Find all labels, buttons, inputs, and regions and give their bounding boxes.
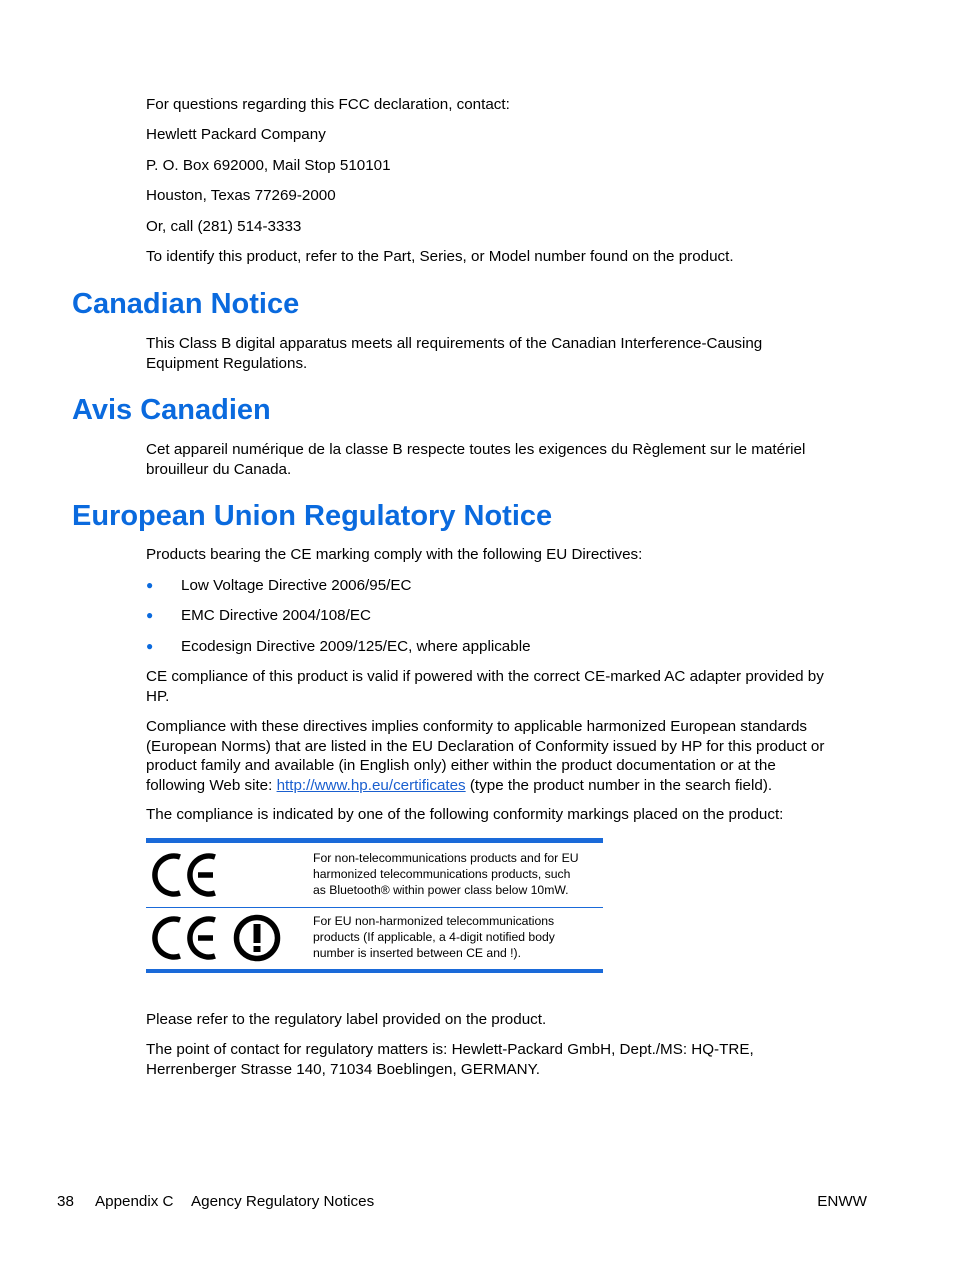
canadian-body-line: This Class B digital apparatus meets all requirements of the Canadian Interference-Causing: [146, 335, 763, 352]
city-state-zip: Houston, Texas 77269-2000: [146, 187, 336, 204]
marking-description: [313, 850, 601, 898]
ce-compliance-line: HP.: [146, 687, 170, 705]
ce-compliance-line: CE compliance of this product is valid if powered with the correct CE-marked AC adapter provided by: [146, 668, 824, 685]
directive-item: Low Voltage Directive 2006/95/EC: [181, 577, 412, 594]
description-line: number is inserted between CE and !).: [313, 946, 521, 960]
avis-body-line: Cet appareil numérique de la classe B respecte toutes les exigences du Règlement sur le matériel: [146, 441, 806, 458]
description-line: harmonized telecommunications products, such: [313, 867, 571, 881]
footer-appendix: Appendix C: [95, 1193, 174, 1210]
conformity-line: Compliance with these directives implies conformity to applicable harmonized European standards: [146, 718, 807, 735]
footer-section-title: Agency Regulatory Notices: [191, 1193, 375, 1210]
certificates-link[interactable]: http://www.hp.eu/certificates: [276, 776, 466, 794]
alert-mark-icon: [232, 913, 282, 963]
page-number: 38: [57, 1193, 74, 1210]
description-line: as Bluetooth® within power class below 10mW.: [313, 883, 569, 897]
ce-compliance-paragraph: [146, 667, 868, 706]
footer-doc-code: ENWW: [817, 1193, 867, 1210]
description-line: products (If applicable, a 4-digit notified body: [313, 930, 555, 944]
ce-mark-icon: [151, 914, 223, 962]
fcc-contact-intro: For questions regarding this FCC declaration, contact:: [146, 96, 510, 113]
phone-line: Or, call (281) 514-3333: [146, 218, 302, 235]
conformity-line: (European Norms) that are listed in the EU Declaration of Conformity issued by HP for this product or: [146, 737, 825, 755]
bullet-icon: ●: [146, 639, 154, 653]
avis-body-line: brouilleur du Canada.: [146, 460, 292, 478]
description-line: For non-telecommunications products and for EU: [313, 851, 579, 865]
bullet-icon: ●: [146, 608, 154, 622]
po-box: P. O. Box 692000, Mail Stop 510101: [146, 157, 391, 174]
eu-notice-heading: European Union Regulatory Notice: [72, 500, 553, 532]
canadian-body-line: Equipment Regulations.: [146, 354, 308, 372]
description-line: For EU non-harmonized telecommunications: [313, 914, 555, 928]
bullet-icon: ●: [146, 578, 154, 592]
directive-item: Ecodesign Directive 2009/125/EC, where applicable: [181, 638, 531, 655]
regulatory-contact: [146, 1040, 868, 1079]
ce-mark-icon: [151, 851, 223, 899]
marking-description: [313, 913, 601, 961]
canadian-notice-body: [146, 334, 868, 373]
conformity-paragraph: [146, 717, 868, 795]
contact-line: The point of contact for regulatory matters is: Hewlett-Packard GmbH, Dept./MS: HQ-TRE,: [146, 1041, 754, 1058]
table-top-rule: [146, 838, 603, 843]
table-bottom-rule: [146, 969, 603, 973]
directive-item: EMC Directive 2004/108/EC: [181, 607, 371, 624]
eu-directives-intro: Products bearing the CE marking comply with the following EU Directives:: [146, 546, 643, 563]
avis-canadien-body: [146, 440, 868, 479]
conformity-line-with-link: [146, 776, 868, 796]
link-suffix: (type the product number in the search field).: [465, 776, 773, 794]
markings-intro: The compliance is indicated by one of the following conformity markings placed on the product:: [146, 806, 784, 823]
regulatory-label-note: Please refer to the regulatory label provided on the product.: [146, 1011, 547, 1028]
company-name: Hewlett Packard Company: [146, 126, 326, 143]
conformity-line: product family and available (in English only) either within the product documentation or at the: [146, 757, 776, 774]
canadian-notice-heading: Canadian Notice: [72, 288, 300, 320]
link-prefix: following Web site:: [146, 776, 277, 794]
table-row-divider: [146, 907, 603, 908]
avis-canadien-heading: Avis Canadien: [72, 394, 271, 426]
contact-line: Herrenberger Strasse 140, 71034 Boeblingen, GERMANY.: [146, 1060, 540, 1078]
product-identify-note: To identify this product, refer to the Part, Series, or Model number found on the product.: [146, 248, 734, 265]
